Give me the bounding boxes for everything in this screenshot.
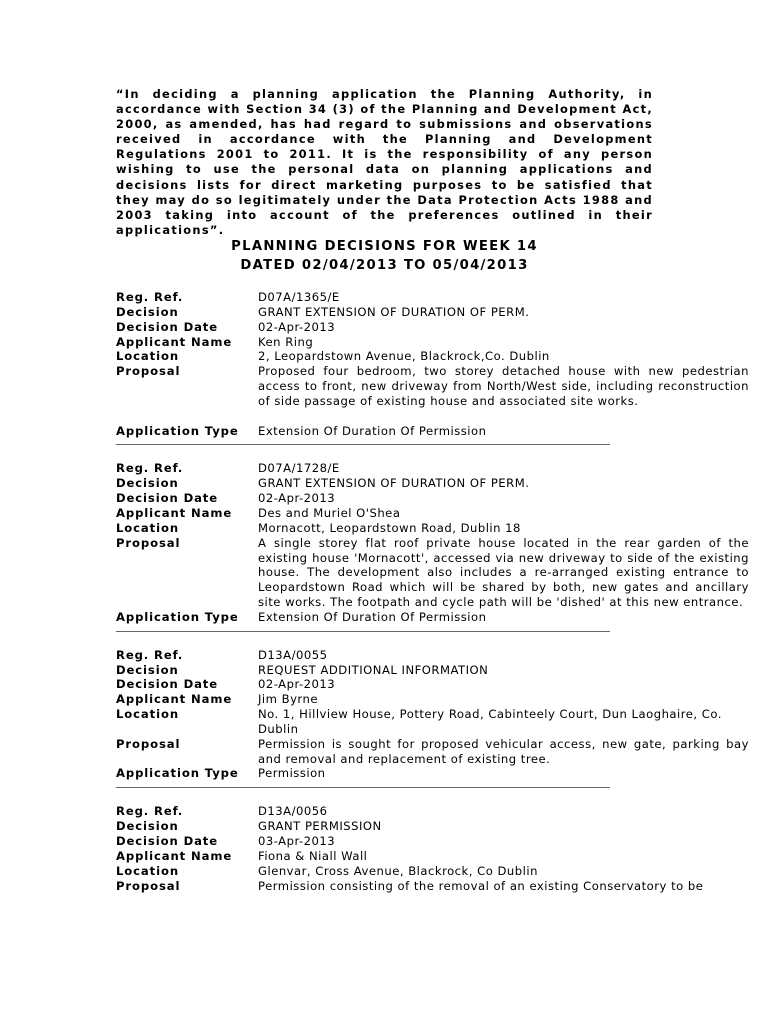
decision-value: GRANT EXTENSION OF DURATION OF PERM.: [258, 476, 530, 491]
proposal-label: Proposal: [116, 736, 181, 751]
proposal-label: Proposal: [116, 535, 181, 550]
decision-label: Decision: [116, 304, 179, 319]
proposal-label: Proposal: [116, 364, 181, 379]
location-value: 2, Leopardstown Avenue, Blackrock,Co. Dublin: [258, 349, 550, 364]
location-value: No. 1, Hillview House, Pottery Road, Cabinteely Court, Dun Laoghaire, Co. Dublin: [258, 707, 722, 736]
reg-ref-label: Reg. Ref.: [116, 461, 184, 476]
applicant-name-value: Fiona & Niall Wall: [258, 848, 368, 863]
decision-value: GRANT PERMISSION: [258, 819, 382, 834]
proposal-value: Permission consisting of the removal of an existing Conservatory to be: [258, 878, 704, 893]
decision-date-value: 02-Apr-2013: [258, 677, 336, 692]
application-type-value: Extension Of Duration Of Permission: [258, 609, 487, 624]
applicant-name-label: Applicant Name: [116, 848, 233, 863]
applicant-name-value: Des and Muriel O'Shea: [258, 505, 401, 520]
application-type-label: Application Type: [116, 766, 239, 781]
decision-value: GRANT EXTENSION OF DURATION OF PERM.: [258, 304, 530, 319]
proposal-value: Proposed four bedroom, two storey detached house with new pedestrian access to front, new driveway from North/West side, including reconstruction of side passage of existing house and associated site works.: [258, 364, 749, 408]
applicant-name-label: Applicant Name: [116, 334, 233, 349]
decision-record: [116, 461, 749, 631]
decision-date-label: Decision Date: [116, 677, 219, 692]
applicant-name-label: Applicant Name: [116, 692, 233, 707]
data-protection-notice: “In deciding a planning application the Planning Authority, in accordance with Section 34 (3) of the Planning and Development Act, 2000, as amended, has had regard to submissions and observations received in accordance with the Planning and Development Regulations 2001 to 2011. It is the responsibility of any person wishing to use the personal data on planning applications and decisions lists for direct marketing purposes to be satisfied that they may do so legitimately under the Data Protection Acts 1988 and 2003 taking into account of the preferences outlined in their applications”.: [116, 87, 653, 237]
proposal-label: Proposal: [116, 878, 181, 893]
reg-ref-value: D13A/0056: [258, 804, 328, 819]
application-type-label: Application Type: [116, 609, 239, 624]
reg-ref-value: D07A/1365/E: [258, 290, 340, 304]
decision-date-value: 02-Apr-2013: [258, 319, 336, 334]
decision-label: Decision: [116, 662, 179, 677]
date-range-title: DATED 02/04/2013 TO 05/04/2013: [240, 258, 529, 273]
decision-records: [116, 290, 749, 893]
decision-date-label: Decision Date: [116, 491, 219, 506]
location-label: Location: [116, 707, 179, 722]
decision-label: Decision: [116, 819, 179, 834]
decision-label: Decision: [116, 476, 179, 491]
location-label: Location: [116, 863, 179, 878]
proposal-value: A single storey flat roof private house located in the rear garden of the existing house 'Mornacott', accessed via new driveway to side of the existing house. The development also includes a re-arranged existing entrance to Leopardstown Road which will be shared by both, new gates and ancillary site works. The footpath and cycle path will be 'dished' at this new entrance.: [258, 535, 749, 610]
decision-date-label: Decision Date: [116, 834, 219, 848]
applicant-name-value: Jim Byrne: [258, 692, 318, 707]
reg-ref-value: D07A/1728/E: [258, 461, 340, 476]
page-title: PLANNING DECISIONS FOR WEEK 14: [231, 239, 538, 254]
application-type-value: Permission: [258, 766, 326, 781]
applicant-name-value: Ken Ring: [258, 334, 314, 349]
application-type-value: Extension Of Duration Of Permission: [258, 423, 487, 438]
reg-ref-label: Reg. Ref.: [116, 804, 184, 819]
location-value: Mornacott, Leopardstown Road, Dublin 18: [258, 520, 521, 535]
location-value: Glenvar, Cross Avenue, Blackrock, Co Dublin: [258, 863, 538, 878]
decision-date-value: 03-Apr-2013: [258, 834, 336, 848]
proposal-value: Permission is sought for proposed vehicular access, new gate, parking bay and removal and replacement of existing tree.: [258, 736, 749, 766]
reg-ref-label: Reg. Ref.: [116, 290, 184, 304]
location-label: Location: [116, 349, 179, 364]
decision-record: [116, 290, 749, 445]
location-label: Location: [116, 520, 179, 535]
decision-date-value: 02-Apr-2013: [258, 491, 336, 506]
application-type-label: Application Type: [116, 423, 239, 438]
decision-value: REQUEST ADDITIONAL INFORMATION: [258, 662, 489, 677]
decision-record: [116, 804, 749, 893]
decision-record: [116, 648, 749, 789]
applicant-name-label: Applicant Name: [116, 505, 233, 520]
decision-date-label: Decision Date: [116, 319, 219, 334]
reg-ref-label: Reg. Ref.: [116, 647, 184, 662]
reg-ref-value: D13A/0055: [258, 647, 328, 662]
